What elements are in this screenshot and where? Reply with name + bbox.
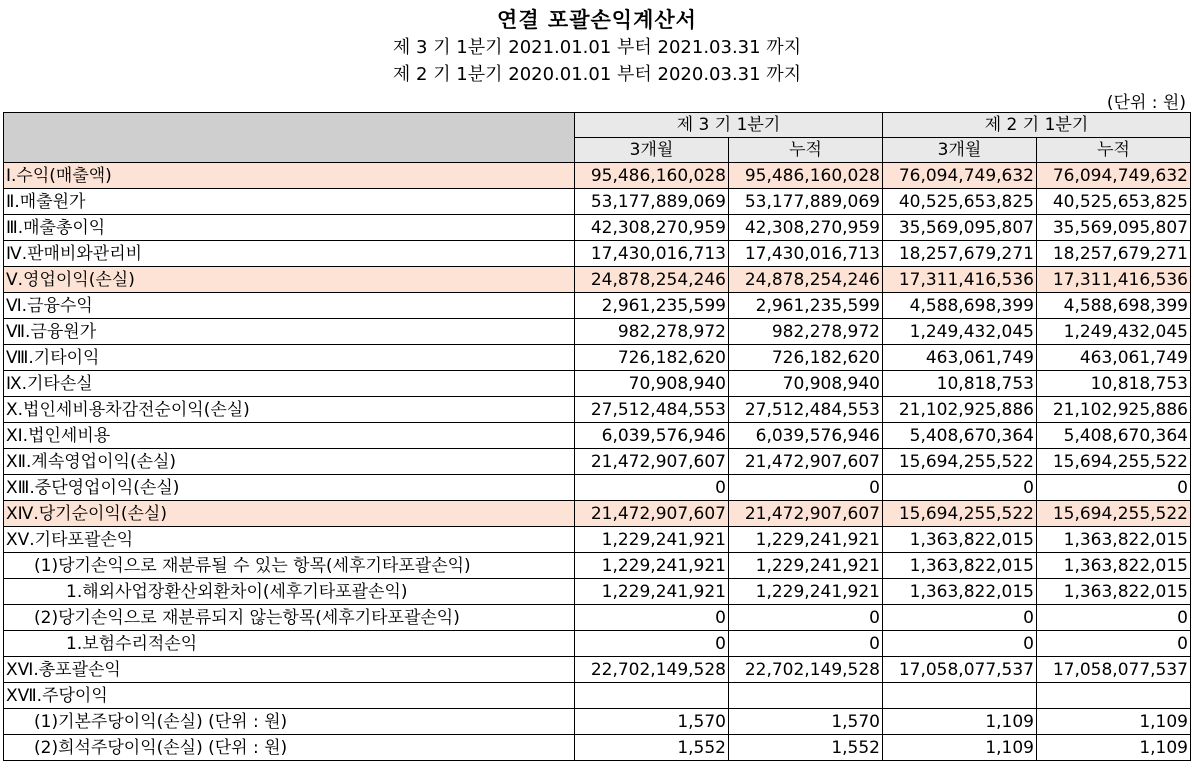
table-row bbox=[4, 241, 1191, 267]
table-row bbox=[4, 345, 1191, 371]
value-prior-cumulative: 18,257,679,271 bbox=[1037, 241, 1191, 267]
table-row bbox=[4, 501, 1191, 527]
row-label: Ⅶ.금융원가 bbox=[4, 319, 575, 345]
table-row bbox=[4, 371, 1191, 397]
value-current-3m: 1,229,241,921 bbox=[575, 553, 729, 579]
value-prior-cumulative: 15,694,255,522 bbox=[1037, 501, 1191, 527]
value-prior-3m: 4,588,698,399 bbox=[883, 293, 1037, 319]
table-row bbox=[4, 527, 1191, 553]
value-prior-cumulative: 0 bbox=[1037, 631, 1191, 657]
value-current-cumulative: 6,039,576,946 bbox=[729, 423, 883, 449]
row-label: Ⅵ.금융수익 bbox=[4, 293, 575, 319]
header-prior-cumulative: 누적 bbox=[1037, 138, 1191, 163]
value-prior-cumulative: 1,363,822,015 bbox=[1037, 579, 1191, 605]
value-prior-cumulative bbox=[1037, 683, 1191, 709]
value-prior-3m: 15,694,255,522 bbox=[883, 501, 1037, 527]
table-row bbox=[4, 319, 1191, 345]
value-prior-3m: 15,694,255,522 bbox=[883, 449, 1037, 475]
value-prior-cumulative: 17,058,077,537 bbox=[1037, 657, 1191, 683]
value-prior-3m: 1,249,432,045 bbox=[883, 319, 1037, 345]
row-label: Ⅷ.기타이익 bbox=[4, 345, 575, 371]
value-current-3m: 1,570 bbox=[575, 709, 729, 735]
value-prior-cumulative: 5,408,670,364 bbox=[1037, 423, 1191, 449]
value-prior-3m: 0 bbox=[883, 631, 1037, 657]
value-current-3m: 95,486,160,028 bbox=[575, 163, 729, 189]
value-current-3m: 24,878,254,246 bbox=[575, 267, 729, 293]
row-label: 1.해외사업장환산외환차이(세후기타포괄손익) bbox=[4, 579, 575, 605]
row-label: XⅡ.계속영업이익(손실) bbox=[4, 449, 575, 475]
value-current-3m: 21,472,907,607 bbox=[575, 449, 729, 475]
value-current-cumulative bbox=[729, 683, 883, 709]
value-prior-3m: 40,525,653,825 bbox=[883, 189, 1037, 215]
statement-title: 연결 포괄손익계산서 bbox=[497, 8, 697, 32]
value-current-cumulative: 1,229,241,921 bbox=[729, 579, 883, 605]
value-current-3m: 982,278,972 bbox=[575, 319, 729, 345]
value-current-cumulative: 0 bbox=[729, 475, 883, 501]
header-prior-3m: 3개월 bbox=[883, 138, 1037, 163]
value-prior-cumulative: 35,569,095,807 bbox=[1037, 215, 1191, 241]
row-label: XⅤ.기타포괄손익 bbox=[4, 527, 575, 553]
row-label: 1.보험수리적손익 bbox=[4, 631, 575, 657]
header-blank-cell bbox=[4, 113, 575, 163]
header-current-cumulative: 누적 bbox=[729, 138, 883, 163]
row-label: (2)희석주당이익(손실) (단위 : 원) bbox=[4, 735, 575, 761]
value-prior-3m: 10,818,753 bbox=[883, 371, 1037, 397]
row-label: XⅥ.총포괄손익 bbox=[4, 657, 575, 683]
value-current-cumulative: 70,908,940 bbox=[729, 371, 883, 397]
value-prior-cumulative: 40,525,653,825 bbox=[1037, 189, 1191, 215]
value-prior-cumulative: 1,109 bbox=[1037, 709, 1191, 735]
value-current-3m: 17,430,016,713 bbox=[575, 241, 729, 267]
value-prior-cumulative: 1,249,432,045 bbox=[1037, 319, 1191, 345]
table-row bbox=[4, 553, 1191, 579]
value-prior-cumulative: 4,588,698,399 bbox=[1037, 293, 1191, 319]
value-current-3m: 1,552 bbox=[575, 735, 729, 761]
value-current-cumulative: 27,512,484,553 bbox=[729, 397, 883, 423]
value-prior-cumulative: 1,109 bbox=[1037, 735, 1191, 761]
value-prior-3m: 17,311,416,536 bbox=[883, 267, 1037, 293]
value-current-3m bbox=[575, 683, 729, 709]
table-row bbox=[4, 163, 1191, 189]
value-current-3m: 42,308,270,959 bbox=[575, 215, 729, 241]
value-prior-cumulative: 0 bbox=[1037, 605, 1191, 631]
row-label: Ⅰ.수익(매출액) bbox=[4, 163, 575, 189]
table-row bbox=[4, 397, 1191, 423]
header-current-period: 제 3 기 1분기 bbox=[575, 113, 883, 138]
value-current-cumulative: 17,430,016,713 bbox=[729, 241, 883, 267]
value-current-cumulative: 0 bbox=[729, 605, 883, 631]
unit-label: (단위 : 원) bbox=[1106, 93, 1186, 113]
value-current-cumulative: 53,177,889,069 bbox=[729, 189, 883, 215]
value-prior-cumulative: 10,818,753 bbox=[1037, 371, 1191, 397]
row-label: (2)당기손익으로 재분류되지 않는항목(세후기타포괄손익) bbox=[4, 605, 575, 631]
table-row bbox=[4, 293, 1191, 319]
value-current-3m: 0 bbox=[575, 605, 729, 631]
value-current-3m: 1,229,241,921 bbox=[575, 527, 729, 553]
table-row bbox=[4, 423, 1191, 449]
row-label: Ⅸ.기타손실 bbox=[4, 371, 575, 397]
table-row bbox=[4, 735, 1191, 761]
table-row bbox=[4, 579, 1191, 605]
value-current-3m: 6,039,576,946 bbox=[575, 423, 729, 449]
value-prior-3m: 5,408,670,364 bbox=[883, 423, 1037, 449]
table-row bbox=[4, 605, 1191, 631]
header-row-periods bbox=[4, 113, 1191, 138]
value-prior-3m bbox=[883, 683, 1037, 709]
table-row bbox=[4, 449, 1191, 475]
row-label: Ⅳ.판매비와관리비 bbox=[4, 241, 575, 267]
value-prior-3m: 35,569,095,807 bbox=[883, 215, 1037, 241]
value-prior-cumulative: 0 bbox=[1037, 475, 1191, 501]
row-label: Ⅱ.매출원가 bbox=[4, 189, 575, 215]
value-current-cumulative: 0 bbox=[729, 631, 883, 657]
value-current-3m: 70,908,940 bbox=[575, 371, 729, 397]
row-label: Ⅴ.영업이익(손실) bbox=[4, 267, 575, 293]
value-prior-cumulative: 463,061,749 bbox=[1037, 345, 1191, 371]
row-label: Ⅹ.법인세비용차감전순이익(손실) bbox=[4, 397, 575, 423]
value-current-3m: 1,229,241,921 bbox=[575, 579, 729, 605]
table-row bbox=[4, 215, 1191, 241]
value-current-3m: 27,512,484,553 bbox=[575, 397, 729, 423]
value-current-cumulative: 726,182,620 bbox=[729, 345, 883, 371]
value-current-cumulative: 42,308,270,959 bbox=[729, 215, 883, 241]
value-prior-3m: 76,094,749,632 bbox=[883, 163, 1037, 189]
table-row bbox=[4, 683, 1191, 709]
value-prior-3m: 463,061,749 bbox=[883, 345, 1037, 371]
row-label: XI.법인세비용 bbox=[4, 423, 575, 449]
value-current-cumulative: 1,229,241,921 bbox=[729, 527, 883, 553]
row-label: XⅣ.당기순이익(손실) bbox=[4, 501, 575, 527]
value-current-cumulative: 1,229,241,921 bbox=[729, 553, 883, 579]
value-current-cumulative: 21,472,907,607 bbox=[729, 501, 883, 527]
row-label: (1)당기손익으로 재분류될 수 있는 항목(세후기타포괄손익) bbox=[4, 553, 575, 579]
table-row bbox=[4, 189, 1191, 215]
value-current-3m: 726,182,620 bbox=[575, 345, 729, 371]
value-current-3m: 21,472,907,607 bbox=[575, 501, 729, 527]
row-label: XⅦ.주당이익 bbox=[4, 683, 575, 709]
value-prior-3m: 0 bbox=[883, 475, 1037, 501]
header-current-3m: 3개월 bbox=[575, 138, 729, 163]
income-statement-table bbox=[3, 112, 1191, 761]
row-label: (1)기본주당이익(손실) (단위 : 원) bbox=[4, 709, 575, 735]
value-current-3m: 22,702,149,528 bbox=[575, 657, 729, 683]
value-current-cumulative: 24,878,254,246 bbox=[729, 267, 883, 293]
value-prior-3m: 0 bbox=[883, 605, 1037, 631]
table-row bbox=[4, 709, 1191, 735]
value-prior-3m: 1,109 bbox=[883, 735, 1037, 761]
value-current-3m: 0 bbox=[575, 631, 729, 657]
value-prior-3m: 18,257,679,271 bbox=[883, 241, 1037, 267]
value-current-cumulative: 22,702,149,528 bbox=[729, 657, 883, 683]
row-label: Ⅲ.매출총이익 bbox=[4, 215, 575, 241]
value-prior-cumulative: 21,102,925,886 bbox=[1037, 397, 1191, 423]
value-prior-3m: 1,363,822,015 bbox=[883, 527, 1037, 553]
value-current-3m: 2,961,235,599 bbox=[575, 293, 729, 319]
table-row bbox=[4, 475, 1191, 501]
table-row bbox=[4, 267, 1191, 293]
period-current: 제 3 기 1분기 2021.01.01 부터 2021.03.31 까지 bbox=[392, 37, 802, 58]
row-label: XⅢ.중단영업이익(손실) bbox=[4, 475, 575, 501]
value-prior-cumulative: 76,094,749,632 bbox=[1037, 163, 1191, 189]
header-prior-period: 제 2 기 1분기 bbox=[883, 113, 1191, 138]
value-prior-3m: 1,363,822,015 bbox=[883, 553, 1037, 579]
value-current-cumulative: 95,486,160,028 bbox=[729, 163, 883, 189]
value-prior-cumulative: 1,363,822,015 bbox=[1037, 553, 1191, 579]
value-current-cumulative: 1,552 bbox=[729, 735, 883, 761]
value-current-cumulative: 1,570 bbox=[729, 709, 883, 735]
value-prior-3m: 1,109 bbox=[883, 709, 1037, 735]
value-prior-cumulative: 17,311,416,536 bbox=[1037, 267, 1191, 293]
period-prior: 제 2 기 1분기 2020.01.01 부터 2020.03.31 까지 bbox=[392, 64, 802, 85]
value-prior-3m: 1,363,822,015 bbox=[883, 579, 1037, 605]
table-row bbox=[4, 657, 1191, 683]
value-prior-cumulative: 15,694,255,522 bbox=[1037, 449, 1191, 475]
value-prior-3m: 21,102,925,886 bbox=[883, 397, 1037, 423]
value-current-cumulative: 982,278,972 bbox=[729, 319, 883, 345]
table-row bbox=[4, 631, 1191, 657]
value-prior-cumulative: 1,363,822,015 bbox=[1037, 527, 1191, 553]
value-current-3m: 0 bbox=[575, 475, 729, 501]
value-current-cumulative: 2,961,235,599 bbox=[729, 293, 883, 319]
value-prior-3m: 17,058,077,537 bbox=[883, 657, 1037, 683]
value-current-3m: 53,177,889,069 bbox=[575, 189, 729, 215]
value-current-cumulative: 21,472,907,607 bbox=[729, 449, 883, 475]
